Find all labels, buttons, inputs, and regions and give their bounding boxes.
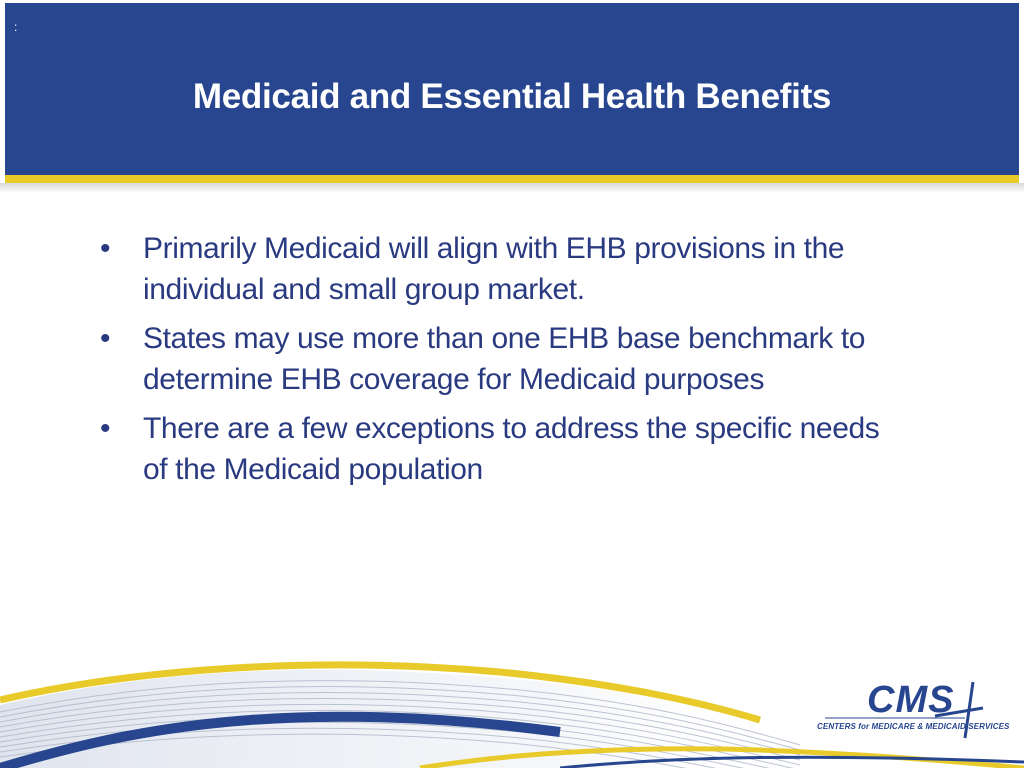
gold-divider xyxy=(5,175,1019,183)
bullet-text-2: States may use more than one EHB base benchmark to determine EHB coverage for Medicaid purposes xyxy=(143,322,866,396)
bullet-list xyxy=(100,228,880,498)
slide-title: Medicaid and Essential Health Benefits xyxy=(192,77,832,116)
cms-wordmark: CMS xyxy=(867,679,955,721)
bullet-item-3 xyxy=(100,408,880,490)
shadow-divider xyxy=(0,183,1024,193)
banner-mark: : xyxy=(14,20,18,34)
bullet-text-3: There are a few exceptions to address the specific needs of the Medicaid population xyxy=(143,412,880,486)
cms-subtitle: CENTERS for MEDICARE & MEDICAID SERVICES xyxy=(817,722,1010,731)
bullet-item-2 xyxy=(100,318,880,400)
bullet-item-1 xyxy=(100,228,880,310)
title-banner xyxy=(5,3,1019,175)
bullet-icon: • xyxy=(100,322,111,355)
bullet-text-1: Primarily Medicaid will align with EHB provisions in the individual and small group market. xyxy=(143,232,845,306)
cms-logo xyxy=(815,679,1010,740)
bullet-icon: • xyxy=(100,412,111,445)
bullet-icon: • xyxy=(100,232,111,265)
